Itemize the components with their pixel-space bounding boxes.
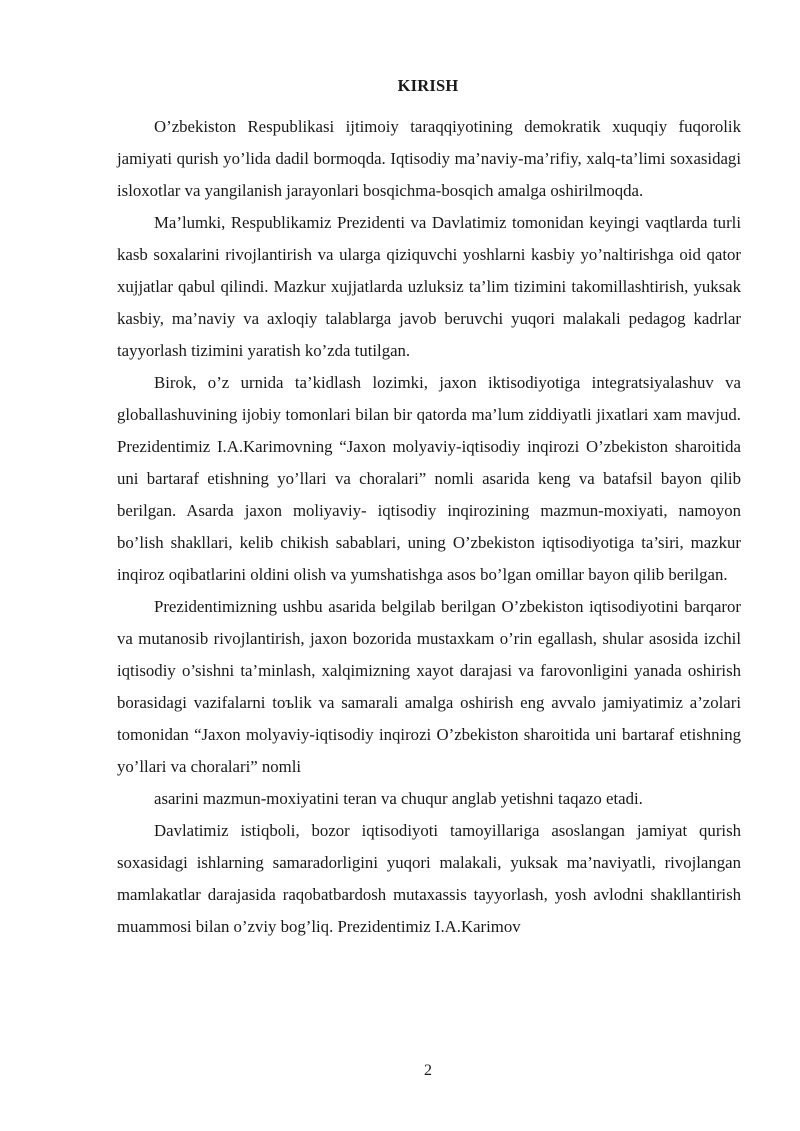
paragraph-1: O’zbekiston Respublikasi ijtimoiy taraqqiyotining demokratik xuquqiy fuqorolik jamiyati qurish yo’lida dadil bormoqda. Iqtisodiy ma’naviy-ma’rifiy, xalq-ta’limi soxasidagi isloxotlar va yangilanish jarayonlari bosqichma-bosqich amalga oshirilmoqda.: [117, 117, 741, 200]
paragraph-6: Davlatimiz istiqboli, bozor iqtisodiyoti tamoyillariga asoslangan jamiyat qurish soxasidagi ishlarning samaradorligini yuqori malakali, yuksak ma’naviyatli, rivojlangan mamlakatlar darajasida raqobatbardosh mutaxassis tayyorlash, yosh avlodni shakllantirish muammosi bilan o’zviy bog’liq. Prezidentimiz I.A.Karimov: [117, 821, 741, 936]
paragraph-3: Birok, o’z urnida ta’kidlash lozimki, jaxon iktisodiyotiga integratsiyalashuv va globallashuvining ijobiy tomonlari bilan bir qatorda ma’lum ziddiyatli jixatlari xam mavjud. Prezidentimiz I.A.Karimovning “Jaxon molyaviy-iqtisodiy inqirozi O’zbekiston sharoitida uni bartaraf etishning yo’llari va choralari” nomli asarida keng va batafsil bayon qilib berilgan. Asarda jaxon moliyaviy- iqtisodiy inqirozining mazmun-moxiyati, namoyon bo’lish shakllari, kelib chikish sabablari, uning O’zbekiston iqtisodiyotiga ta’siri, mazkur inqiroz oqibatlarini oldini olish va yumshatishga asos bo’lgan omillar bayon qilib berilgan.: [117, 373, 741, 584]
page-number: 2: [424, 1062, 432, 1079]
paragraph-5: asarini mazmun-moxiyatini teran va chuqur anglab yetishni taqazo etadi.: [154, 789, 643, 808]
paragraph-4: Prezidentimizning ushbu asarida belgilab berilgan O’zbekiston iqtisodiyotini barqaror va mutanosib rivojlantirish, jaxon bozorida mustaxkam o’rin egallash, shular asosida izchil iqtisodiy o’sishni ta’minlash, xalqimizning xayot darajasi va farovonligini yanada oshirish borasidagi vazifalarni toъlik va samarali amalga oshirish eng avvalo jamiyatimiz a’zolari tomonidan “Jaxon molyaviy-iqtisodiy inqirozi O’zbekiston sharoitida uni bartaraf etishning yo’llari va choralari” nomli: [117, 597, 741, 776]
page-title: KIRISH: [397, 76, 459, 95]
paragraph-2: Ma’lumki, Respublikamiz Prezidenti va Davlatimiz tomonidan keyingi vaqtlarda turli kasb soxalarini rivojlantirish va ularga qiziquvchi yoshlarni kasbiy yo’naltirishga oid qator xujjatlar qabul qilindi. Mazkur xujjatlarda uzluksiz ta’lim tizimini takomillashtirish, yuksak kasbiy, ma’naviy va axloqiy talablarga javob beruvchi yuqori malakali pedagog kadrlar tayyorlash tizimini yaratish ko’zda tutilgan.: [117, 213, 741, 360]
document-body: [117, 111, 741, 943]
